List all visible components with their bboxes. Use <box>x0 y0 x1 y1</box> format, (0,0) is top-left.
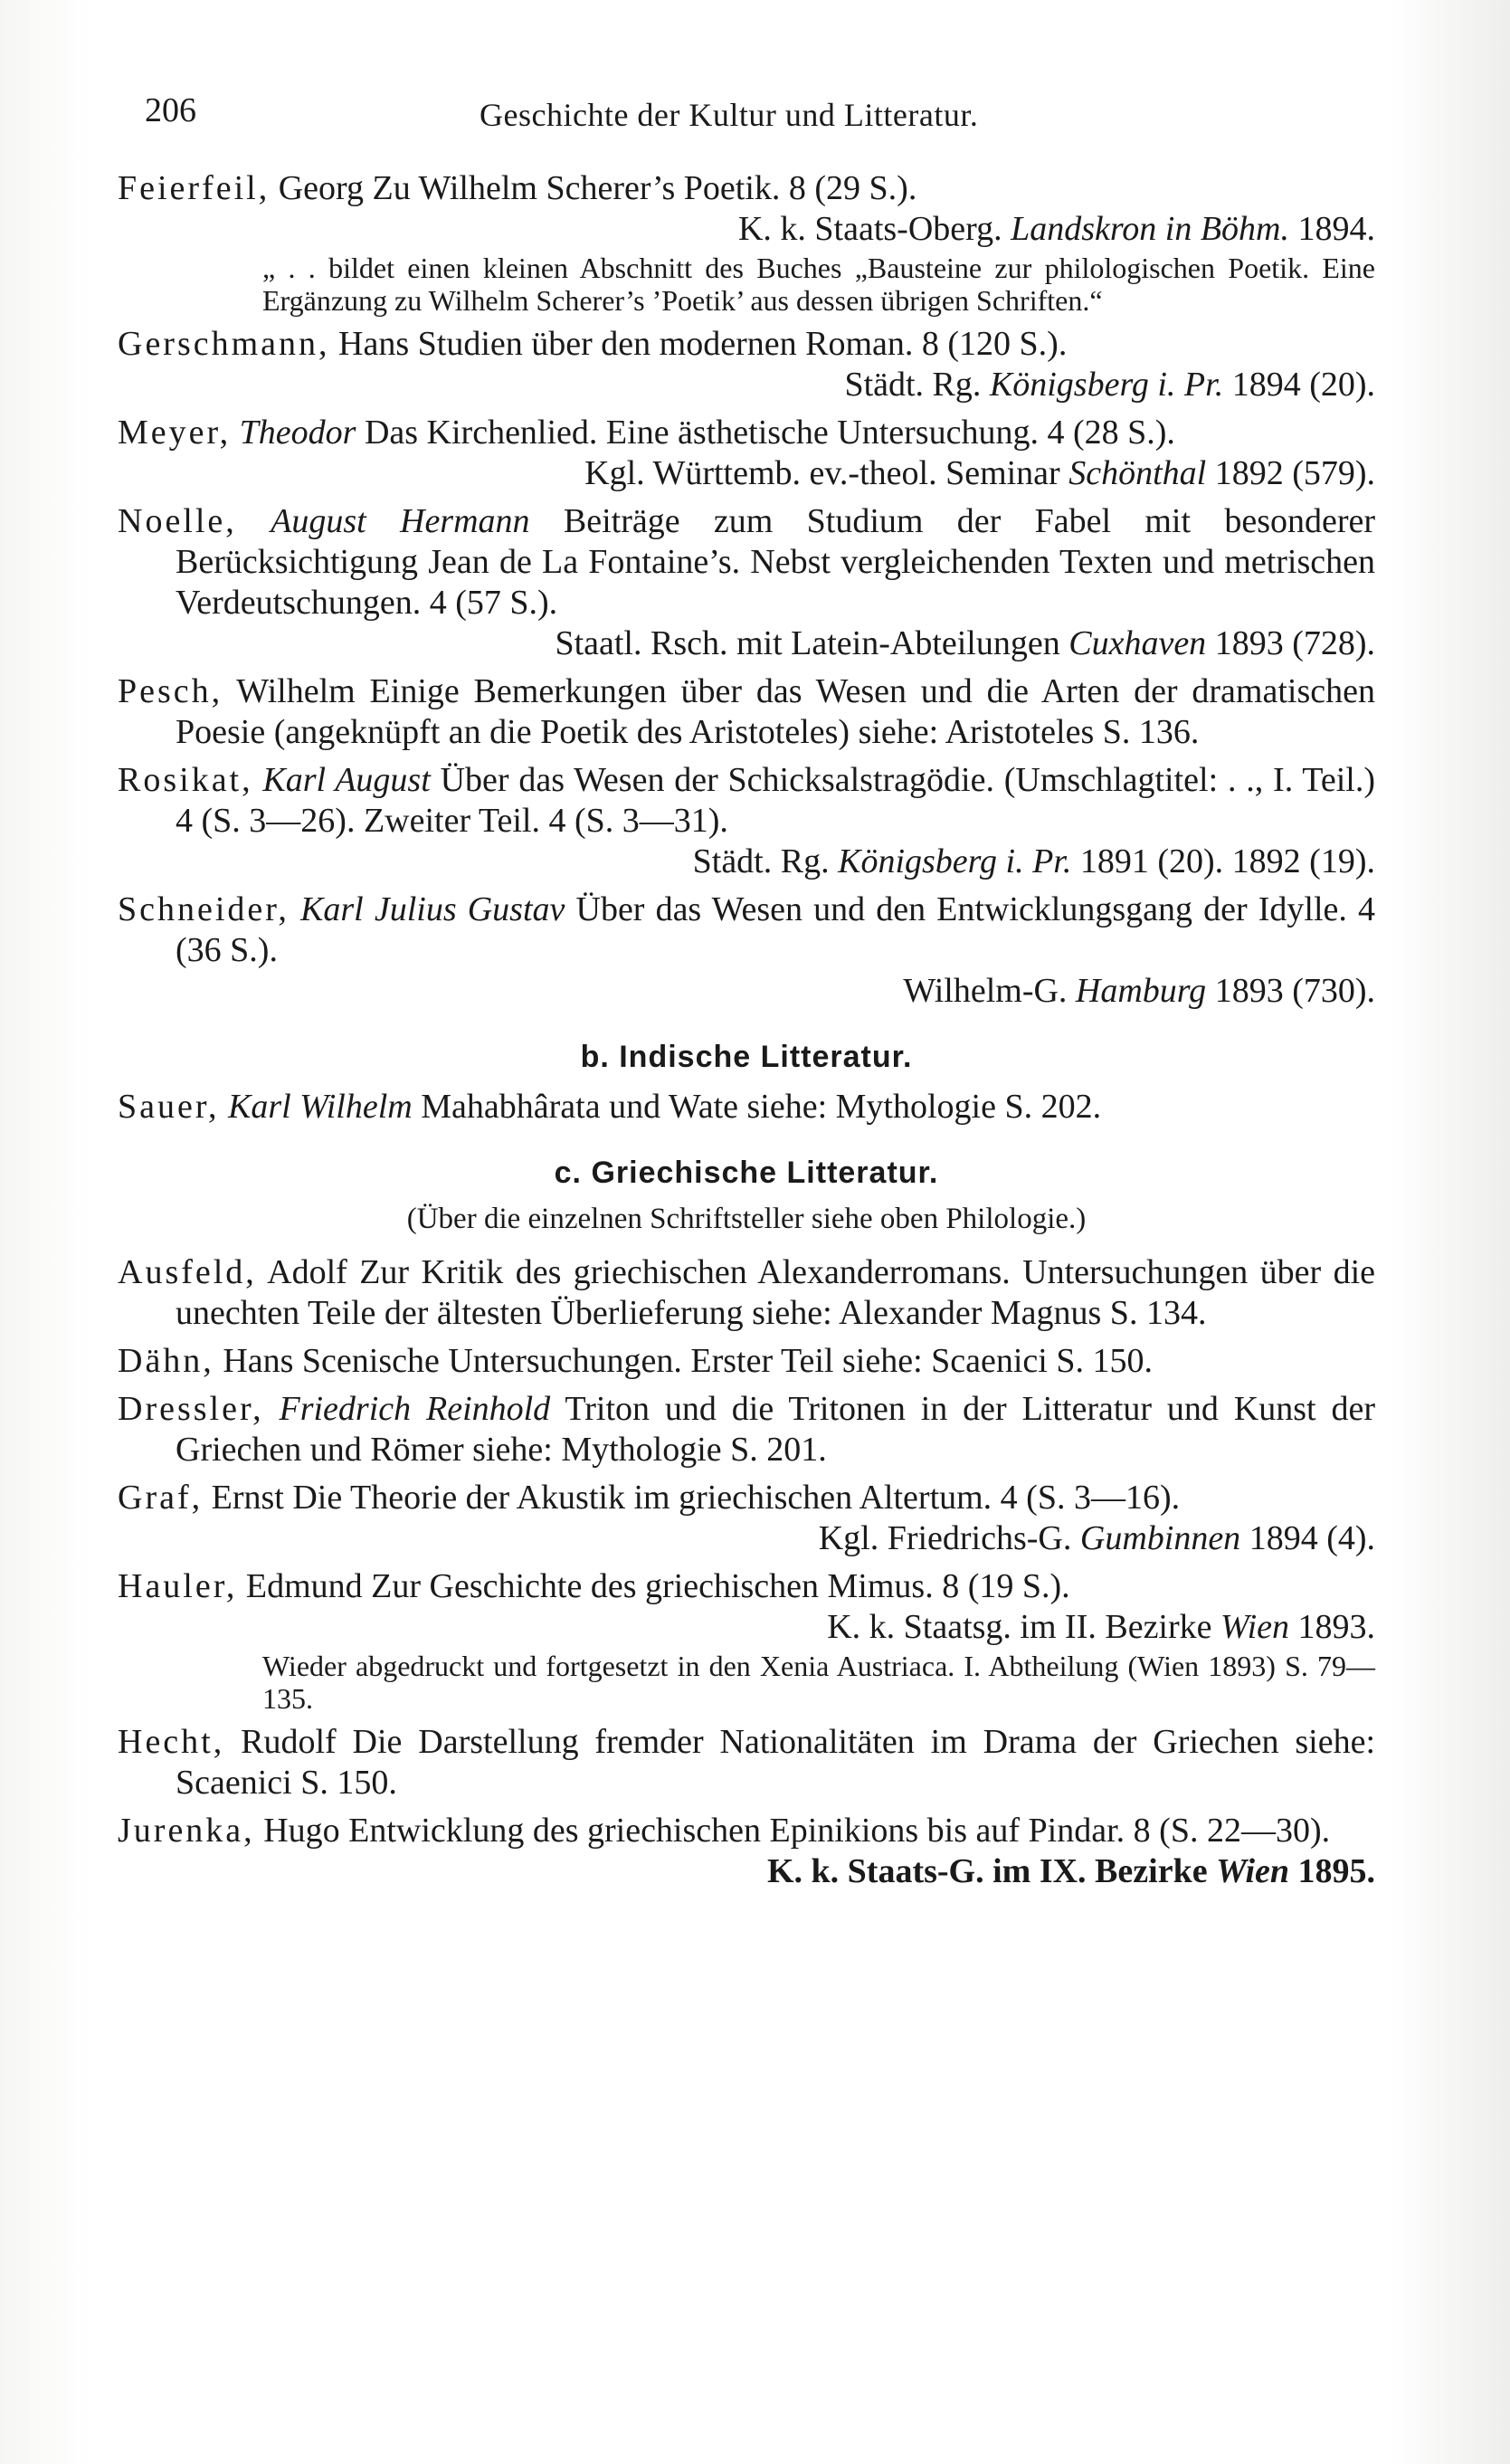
entry-place: Königsberg i. Pr. <box>989 366 1224 404</box>
entry-author: Pesch, <box>118 672 223 710</box>
entry-author: Hecht, <box>118 1723 225 1761</box>
bibliography-entry <box>118 671 1375 753</box>
bibliography-entry <box>118 1722 1375 1803</box>
entries-group-greek <box>118 1252 1375 1892</box>
entry-given-name: Friedrich Reinhold <box>279 1390 551 1428</box>
bibliography-entry <box>118 1087 1375 1127</box>
entry-place: Landskron in Böhm. <box>1011 210 1289 248</box>
entry-author: Rosikat, <box>118 761 253 799</box>
entry-author: Dressler, <box>118 1390 264 1428</box>
entry-year: 1891 (20). 1892 (19). <box>1079 842 1375 880</box>
entry-given-name: Ernst <box>211 1479 284 1517</box>
entry-place: Wien <box>1216 1852 1289 1890</box>
entry-year: 1893. <box>1297 1608 1375 1646</box>
entry-school: Kgl. Friedrichs-G. <box>818 1519 1072 1557</box>
bibliography-content <box>118 168 1375 1899</box>
entry-author: Dähn, <box>118 1342 214 1380</box>
entry-author: Schneider, <box>118 890 290 928</box>
entry-title: Mahabhârata und Wate siehe: Mythologie S. 202. <box>421 1088 1102 1126</box>
entry-year: 1892 (579). <box>1214 454 1375 492</box>
entries-group-indian <box>118 1087 1375 1127</box>
entry-given-name: Hans <box>223 1342 294 1380</box>
bibliography-entry <box>118 760 1375 882</box>
entry-school: Kgl. Württemb. ev.-theol. Seminar <box>584 454 1060 492</box>
entry-year: 1893 (730). <box>1214 972 1375 1010</box>
entry-year: 1894 (4). <box>1249 1519 1375 1557</box>
entry-author: Meyer, <box>118 414 232 452</box>
entry-author: Gerschmann, <box>118 325 330 363</box>
entries-group-general <box>118 168 1375 1012</box>
entry-given-name: Karl Wilhelm <box>228 1088 413 1126</box>
entry-title: Studien über den modernen Roman. 8 (120 S.). <box>417 325 1068 363</box>
entry-publication <box>176 1518 1375 1559</box>
entry-title: Die Darstellung fremder Nationalitäten im Drama der Griechen siehe: Scaenici S. 150. <box>176 1723 1376 1802</box>
entry-school: K. k. Staatsg. im II. Bezirke <box>827 1608 1212 1646</box>
bibliography-entry <box>118 1566 1375 1715</box>
bibliography-entry <box>118 1252 1375 1334</box>
entry-given-name: Rudolf <box>241 1723 337 1761</box>
page-number: 206 <box>145 91 196 129</box>
entry-place: Königsberg i. Pr. <box>838 842 1072 880</box>
entry-title: Scenische Untersuchungen. Erster Teil siehe: Scaenici S. 150. <box>301 1342 1153 1380</box>
section-heading-greek: c. Griechische Litteratur. <box>554 1156 939 1190</box>
entry-publication <box>176 365 1375 405</box>
entry-place: Gumbinnen <box>1079 1519 1241 1557</box>
entry-publication <box>176 842 1375 882</box>
bibliography-entry <box>118 501 1375 664</box>
running-head <box>145 90 1375 141</box>
entry-year: 1895. <box>1297 1852 1375 1890</box>
entry-author: Graf, <box>118 1479 204 1517</box>
entry-title: Zu Wilhelm Scherer’s Poetik. 8 (29 S.). <box>372 169 917 207</box>
entry-title: Die Theorie der Akustik im griechischen Altertum. 4 (S. 3—16). <box>292 1479 1181 1517</box>
entry-title: Zur Kritik des griechischen Alexanderromans. Untersuchungen über die unechten Teile der ältesten Überlieferung siehe: Alexander Magnus S. 134. <box>176 1253 1375 1332</box>
entry-title: Zur Geschichte des griechischen Mimus. 8 (19 S.). <box>371 1567 1070 1605</box>
section-subheading-greek: (Über die einzelnen Schriftsteller siehe oben Philologie.) <box>406 1203 1087 1235</box>
entry-school: Staatl. Rsch. mit Latein-Abteilungen <box>555 624 1060 662</box>
entry-title: Triton und die Tritonen in der Litteratur und Kunst der Griechen und Römer siehe: Mythologie S. 201. <box>176 1390 1375 1469</box>
bibliography-entry <box>118 890 1375 1012</box>
entry-publication <box>176 971 1375 1012</box>
entry-school: K. k. Staats-G. im IX. Bezirke <box>766 1852 1208 1890</box>
entry-place: Schönthal <box>1068 454 1207 492</box>
entry-year: 1893 (728). <box>1214 624 1375 662</box>
entry-given-name: August Hermann <box>271 502 530 540</box>
entry-publication <box>176 1851 1375 1892</box>
entry-publication <box>176 1607 1375 1648</box>
entry-title: Über das Wesen und den Entwicklungsgang der Idylle. 4 (36 S.). <box>176 890 1375 969</box>
entry-publication <box>176 209 1375 250</box>
entry-author: Feierfeil, <box>118 169 271 207</box>
entry-publication <box>176 453 1375 494</box>
entry-title: Einige Bemerkungen über das Wesen und die Arten der dramatischen Poesie (angeknüpft an die Poetik des Aristoteles) siehe: Aristoteles S. 136. <box>176 672 1375 751</box>
entry-school: Wilhelm-G. <box>903 972 1068 1010</box>
entry-school: Städt. Rg. <box>844 366 982 404</box>
entry-author: Jurenka, <box>118 1812 255 1850</box>
entry-place: Hamburg <box>1075 972 1207 1010</box>
section-heading-indian: b. Indische Litteratur. <box>580 1040 913 1074</box>
entry-title: Beiträge zum Studium der Fabel mit besonderer Berücksichtigung Jean de La Fontaine’s. Nebst vergleichenden Texten und metrischen Verdeutschungen. 4 (57 S.). <box>176 502 1376 622</box>
entry-title: Das Kirchenlied. Eine ästhetische Untersuchung. 4 (28 S.). <box>364 414 1175 452</box>
entry-given-name: Karl Julius Gustav <box>300 890 565 928</box>
bibliography-entry <box>118 168 1375 317</box>
entry-author: Sauer, <box>118 1088 220 1126</box>
bibliography-entry <box>118 413 1375 494</box>
entry-author: Ausfeld, <box>118 1253 257 1291</box>
entry-title: Entwicklung des griechischen Epinikions bis auf Pindar. 8 (S. 22—30). <box>348 1812 1331 1850</box>
running-title: Geschichte der Kultur und Litteratur. <box>480 97 979 133</box>
entry-given-name: Adolf <box>267 1253 347 1291</box>
bibliography-entry <box>118 1389 1375 1470</box>
entry-place: Cuxhaven <box>1068 624 1207 662</box>
entry-school: Städt. Rg. <box>692 842 830 880</box>
bibliography-entry <box>118 1341 1375 1382</box>
entry-place: Wien <box>1220 1608 1289 1646</box>
entry-title: Über das Wesen der Schicksalstragödie. (Umschlagtitel: . ., I. Teil.) 4 (S. 3—26). Zweiter Teil. 4 (S. 3—31). <box>176 761 1375 840</box>
entry-given-name: Karl August <box>262 761 431 799</box>
bibliography-entry <box>118 324 1375 405</box>
entry-year: 1894. <box>1297 210 1375 248</box>
entry-given-name: Theodor <box>239 414 356 452</box>
entry-school: K. k. Staats-Oberg. <box>737 210 1002 248</box>
bibliography-entry <box>118 1478 1375 1559</box>
bibliography-entry <box>118 1811 1375 1892</box>
entry-given-name: Georg <box>278 169 364 207</box>
entry-given-name: Hugo <box>263 1812 340 1850</box>
entry-author: Hauler, <box>118 1567 238 1605</box>
entry-given-name: Hans <box>338 325 410 363</box>
entry-publication <box>176 623 1375 664</box>
entry-given-name: Edmund <box>245 1567 363 1605</box>
entry-year: 1894 (20). <box>1231 366 1375 404</box>
entry-note: Wieder abgedruckt und fortgesetzt in den Xenia Austriaca. I. Abtheilung (Wien 1893) S. 79—135. <box>262 1650 1375 1715</box>
entry-author: Noelle, <box>118 502 237 540</box>
entry-given-name: Wilhelm <box>236 672 356 710</box>
entry-note: „ . . bildet einen kleinen Abschnitt des Buches „Bausteine zur philologischen Poetik. Eine Ergänzung zu Wilhelm Scherer’s ’Poetik’ aus dessen übrigen Schriften.“ <box>262 252 1375 317</box>
